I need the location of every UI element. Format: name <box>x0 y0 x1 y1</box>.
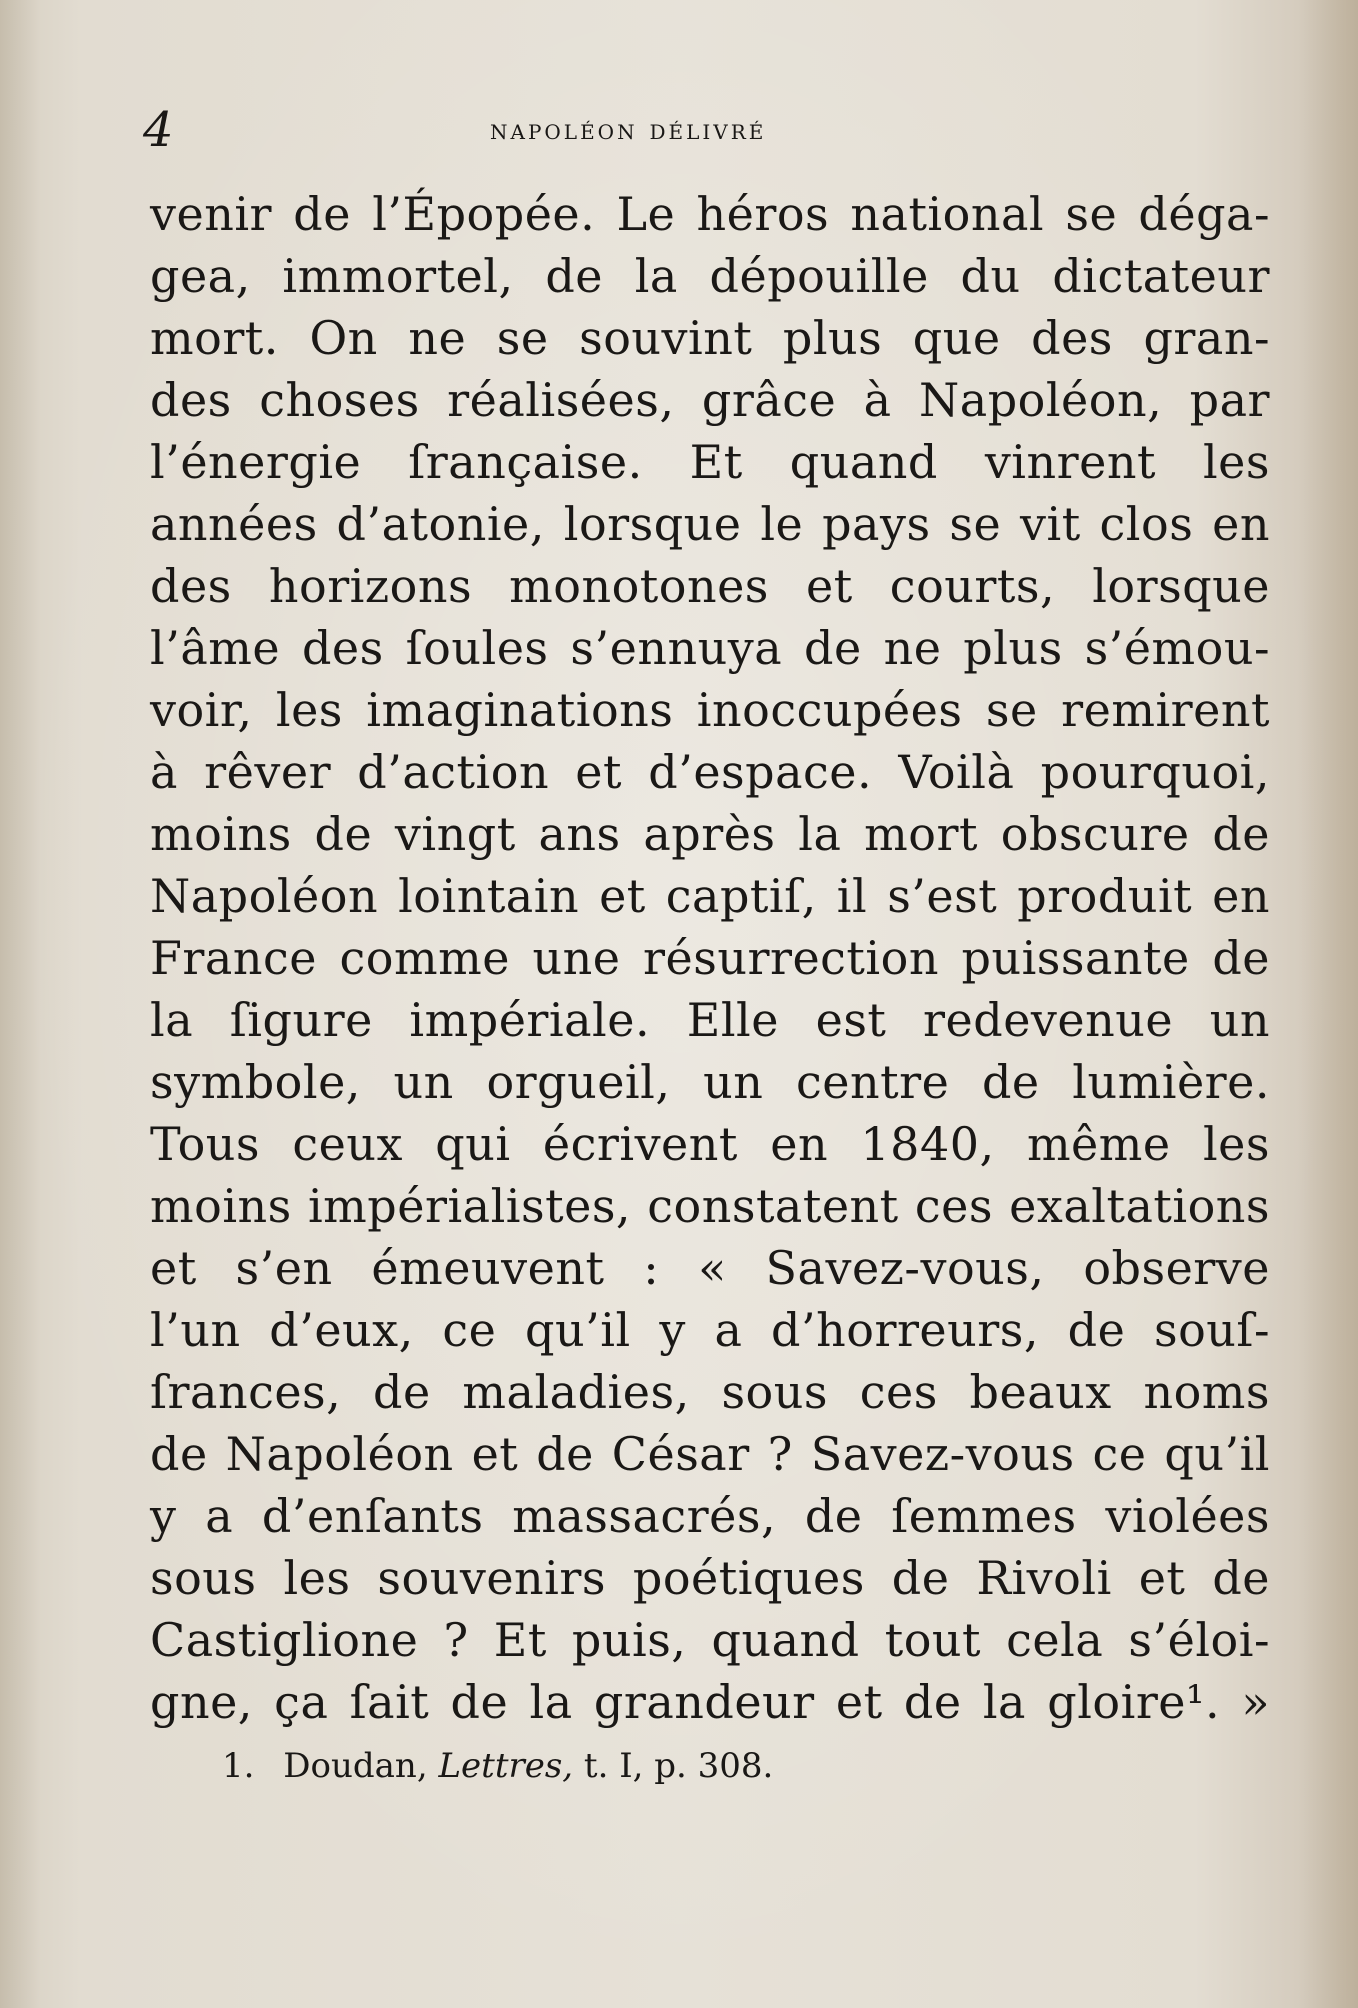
footnote-author: Doudan, <box>283 1746 428 1786</box>
text-line: mort. On ne se souvint plus que des gran- <box>150 311 1270 365</box>
running-head <box>0 100 1358 160</box>
page-number: 4 <box>143 102 174 158</box>
text-line: France comme une résurrection puissante de <box>150 931 1270 985</box>
text-line: des choses réalisées, grâce à Napoléon, par <box>150 373 1270 427</box>
text-line: des horizons monotones et courts, lorsque <box>150 559 1270 613</box>
text-line: à rêver d’action et d’espace. Voilà pourquoi, <box>150 745 1270 799</box>
text-line: ſrances, de maladies, sous ces beaux noms <box>150 1365 1270 1419</box>
text-line: la ſigure impériale. Elle est redevenue un <box>150 993 1270 1047</box>
text-line: gne, ça ſait de la grandeur et de la gloire¹. » <box>150 1675 1270 1729</box>
text-line: l’âme des ſoules s’ennuya de ne plus s’émou- <box>150 621 1270 675</box>
footnote-number: 1. <box>222 1746 255 1786</box>
footnote <box>222 1744 773 1788</box>
running-title: napoléon délivré <box>490 113 767 146</box>
text-line: gea, immortel, de la dépouille du dictateur <box>150 249 1270 303</box>
text-line: Napoléon lointain et captiſ, il s’est produit en <box>150 869 1270 923</box>
page-edge <box>1298 0 1358 2008</box>
text-line: sous les souvenirs poétiques de Rivoli et de <box>150 1551 1270 1605</box>
gutter-shadow <box>0 0 40 2008</box>
text-line: symbole, un orgueil, un centre de lumière. <box>150 1055 1270 1109</box>
footnote-reference: t. I, p. 308. <box>583 1746 774 1786</box>
text-line: Castiglione ? Et puis, quand tout cela s’éloi- <box>150 1613 1270 1667</box>
text-line: moins de vingt ans après la mort obscure de <box>150 807 1270 861</box>
text-line: Tous ceux qui écrivent en 1840, même les <box>150 1117 1270 1171</box>
text-line: et s’en émeuvent : « Savez-vous, observe <box>150 1241 1270 1295</box>
text-line: années d’atonie, lorsque le pays se vit clos en <box>150 497 1270 551</box>
body-text <box>150 183 1270 1733</box>
text-line: de Napoléon et de César ? Savez-vous ce qu’il <box>150 1427 1270 1481</box>
text-line: venir de l’Épopée. Le héros national se déga- <box>150 187 1270 241</box>
footnote-work-title: Lettres, <box>438 1746 574 1786</box>
text-line: l’énergie ſrançaise. Et quand vinrent les <box>150 435 1270 489</box>
text-line: l’un d’eux, ce qu’il y a d’horreurs, de souſ- <box>150 1303 1270 1357</box>
text-line: voir, les imaginations inoccupées se remirent <box>150 683 1270 737</box>
text-line: y a d’enſants massacrés, de ſemmes violées <box>150 1489 1270 1543</box>
text-line: moins impérialistes, constatent ces exaltations <box>150 1179 1270 1233</box>
